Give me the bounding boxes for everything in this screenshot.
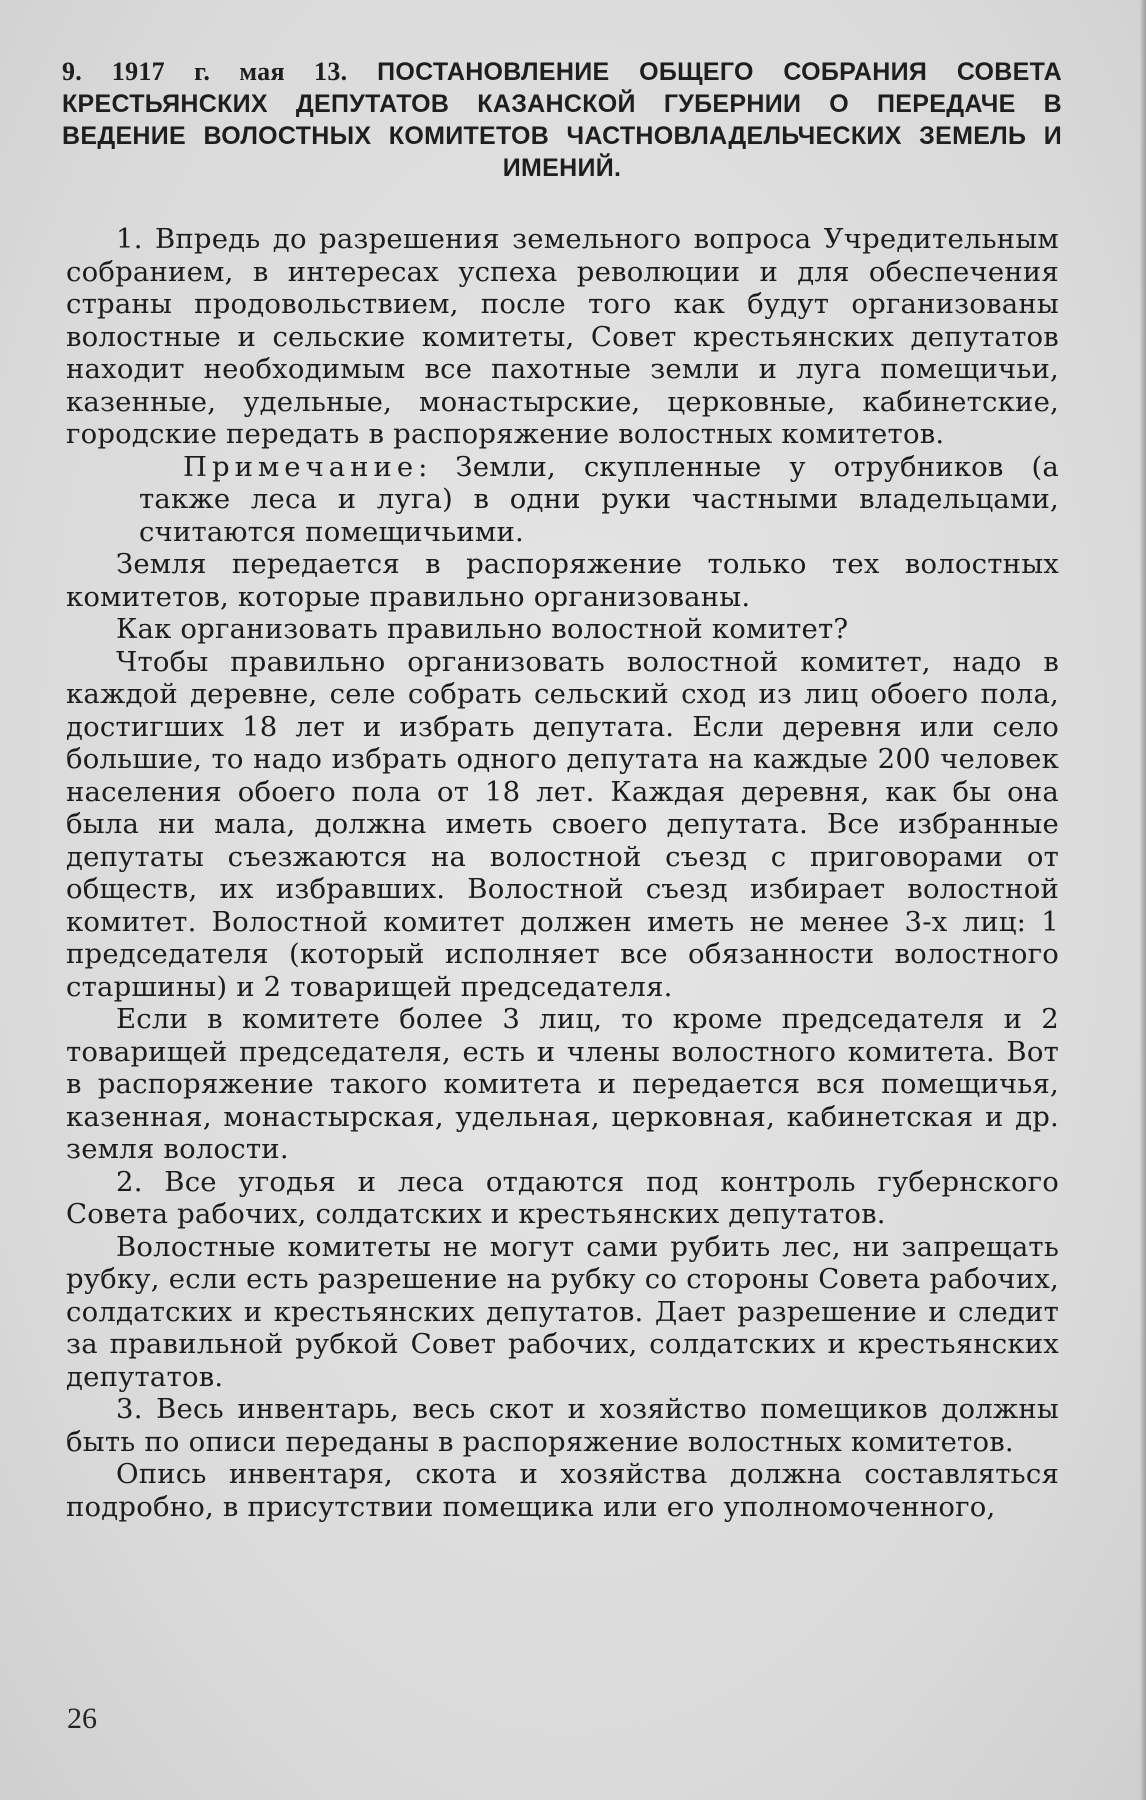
page-edge-shadow — [1140, 0, 1146, 1800]
document-body — [66, 223, 1059, 1523]
document-number: 9. — [62, 57, 83, 86]
paragraph-2: Земля передается в распоряжение только тех волостных комитетов, которые правильно организованы. — [66, 548, 1059, 613]
paragraph-3: Как организовать правильно волостной комитет? — [116, 613, 849, 645]
paragraph-1: 1. Впредь до разрешения земельного вопроса Учредительным собранием, в интересах успеха революции и для обеспечения страны продовольствием, после того как будут организованы волостные и сельские комитеты, Совет крестьянских депутатов находит необходимым все пахотные земли и луга помещичьи, казенные, удельные, монастырские, церковные, кабинетские, городские передать в распоряжение волостных комитетов. — [66, 223, 1059, 450]
note-text: : Земли, скупленные у отрубников (а также леса и луга) в одни руки частными владельцами, считаются помещичьими. — [139, 450, 1059, 548]
document-heading — [62, 56, 1062, 184]
paragraph-9: Опись инвентаря, скота и хозяйства должна составляться подробно, в присутствии помещика или его уполномоченного, — [66, 1458, 1059, 1523]
note-label: Примечание — [183, 450, 419, 483]
paragraph-6: 2. Все угодья и леса отдаются под контроль губернского Совета рабочих, солдатских и крестьянских депутатов. — [66, 1165, 1059, 1230]
paragraph-7: Волостные комитеты не могут сами рубить лес, ни запрещать рубку, если есть разрешение на рубку со стороны Совета рабочих, солдатских и крестьянских депутатов. Дает разрешение и следит за правильной рубкой Совет рабочих, солдатских и крестьянских депутатов. — [66, 1230, 1059, 1393]
document-date: 1917 г. мая 13. — [111, 57, 348, 86]
page-number: 26 — [67, 1702, 97, 1735]
document-title: ПОСТАНОВЛЕНИЕ ОБЩЕГО СОБРАНИЯ СОВЕТА КРЕСТЬЯНСКИХ ДЕПУТАТОВ КАЗАНСКОЙ ГУБЕРНИИ О ПЕРЕДАЧЕ В ВЕДЕНИЕ ВОЛОСТНЫХ КОМИТЕТОВ ЧАСТНОВЛАДЕЛЬЧЕСКИХ ЗЕМЕЛЬ И ИМЕНИЙ. — [62, 58, 1062, 182]
paragraph-4: Чтобы правильно организовать волостной комитет, надо в каждой деревне, селе собрать сельский сход из лиц обоего пола, достигших 18 лет и избрать депутата. Если деревня или село большие, то надо избрать одного депутата на каждые 200 человек населения обоего пола от 18 лет. Каждая деревня, как бы она была ни мала, должна иметь своего депутата. Все избранные депутаты съезжаются на волостной съезд с приговорами от обществ, их избравших. Волостной съезд избирает волостной комитет. Волостной комитет должен иметь не менее 3-х лиц: 1 председателя (который исполняет все обязанности волостного старшины) и 2 товарищей председателя. — [66, 645, 1059, 1003]
paragraph-8: 3. Весь инвентарь, весь скот и хозяйство помещиков должны быть по описи переданы в распоряжение волостных комитетов. — [66, 1393, 1059, 1458]
note-paragraph — [139, 451, 1059, 549]
paragraph-5: Если в комитете более 3 лиц, то кроме председателя и 2 товарищей председателя, есть и члены волостного комитета. Вот в распоряжение такого комитета и передается вся помещичья, казенная, монастырская, удельная, церковная, кабинетская и др. земля волости. — [66, 1003, 1059, 1165]
